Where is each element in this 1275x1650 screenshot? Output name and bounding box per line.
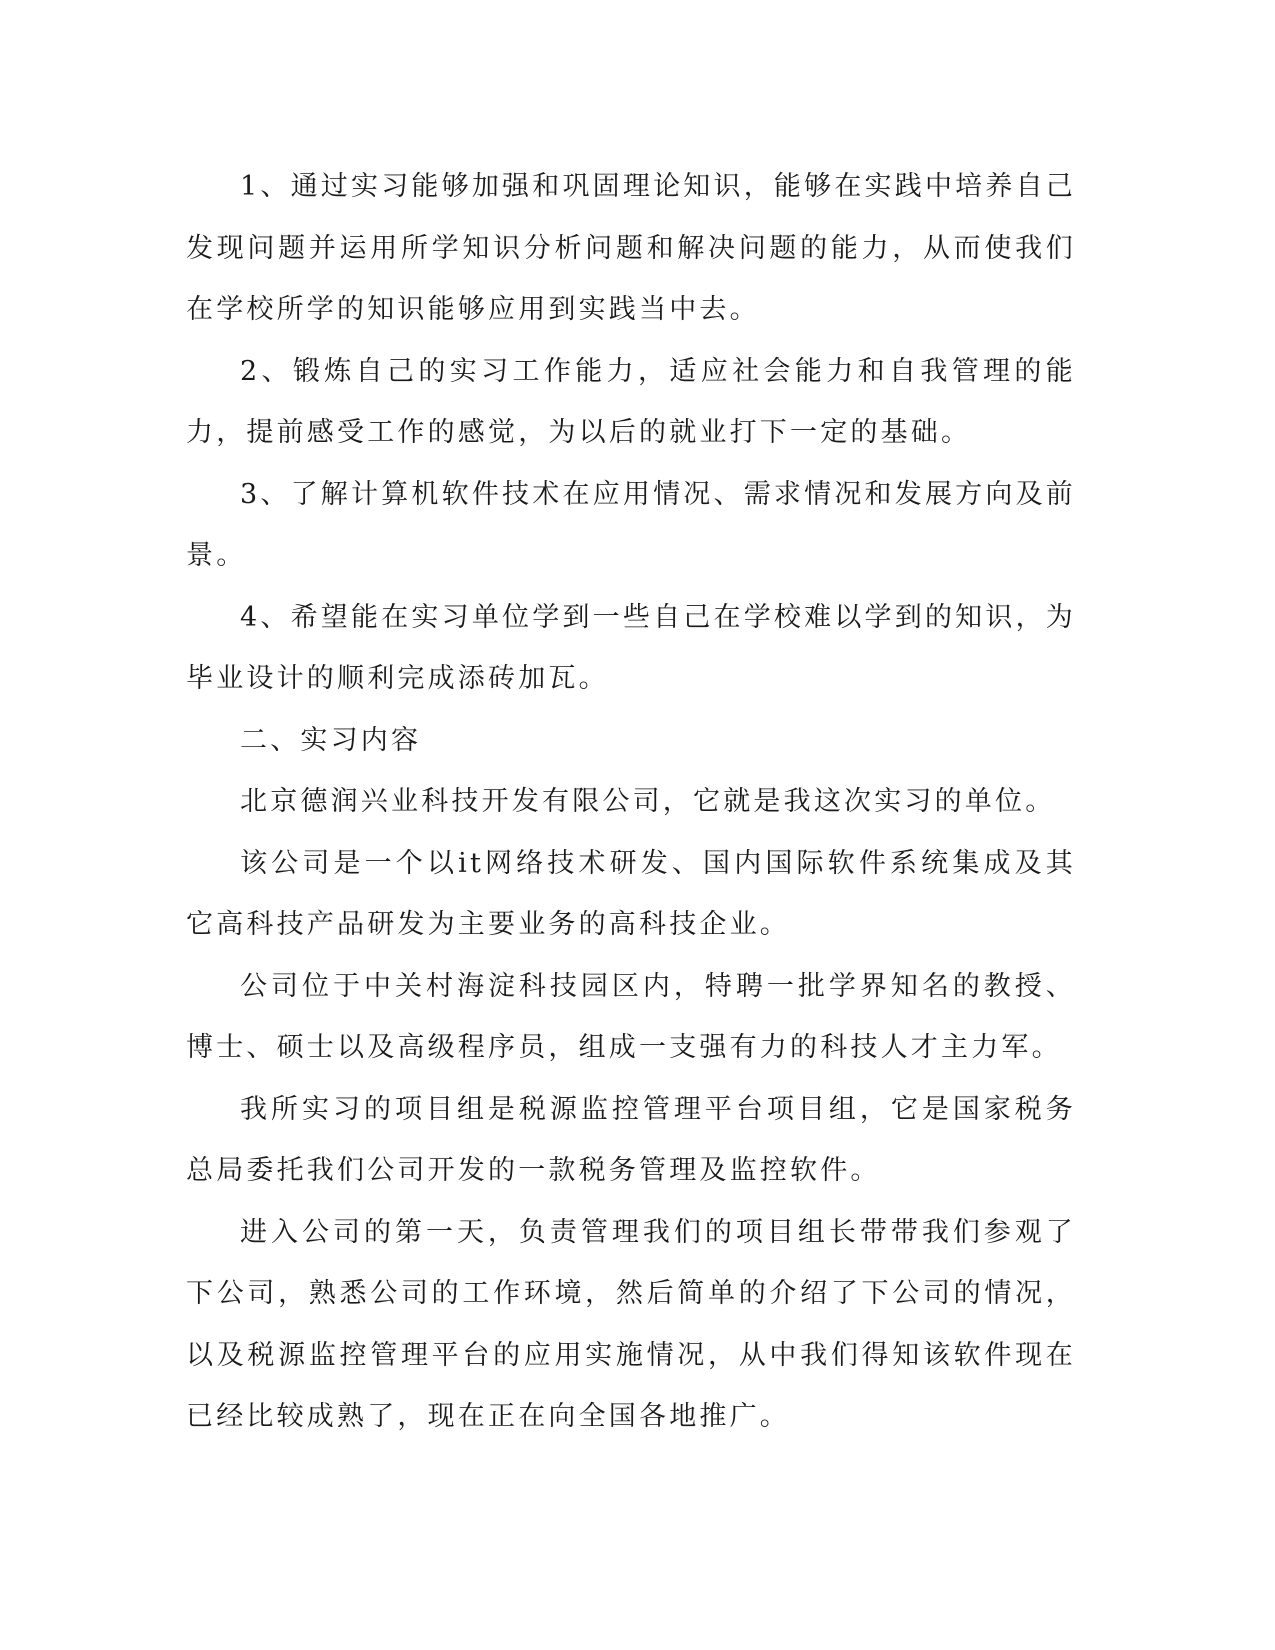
paragraph-first-day: 进入公司的第一天，负责管理我们的项目组长带带我们参观了下公司，熟悉公司的工作环境，然后简单的介绍了下公司的情况，以及税源监控管理平台的应用实施情况，从中我们得知该软件现在已经比较成熟了，现在正在向全国各地推广。 [186, 1216, 1076, 1432]
paragraph-project-group: 我所实习的项目组是税源监控管理平台项目组，它是国家税务总局委托我们公司开发的一款税务管理及监控软件。 [186, 1093, 1076, 1186]
paragraph-company-business: 该公司是一个以it网络技术研发、国内国际软件系统集成及其它高科技产品研发为主要业务的高科技企业。 [186, 847, 1076, 940]
section-heading: 二、实习内容 [240, 724, 422, 756]
document-body [186, 156, 1076, 1448]
paragraph-objective-4: 4、希望能在实习单位学到一些自己在学校难以学到的知识，为毕业设计的顺利完成添砖加瓦。 [186, 601, 1076, 694]
paragraph-company-location: 公司位于中关村海淀科技园区内，特聘一批学界知名的教授、博士、硕士以及高级程序员，组成一支强有力的科技人才主力军。 [186, 970, 1076, 1063]
paragraph-objective-1: 1、通过实习能够加强和巩固理论知识，能够在实践中培养自己发现问题并运用所学知识分析问题和解决问题的能力，从而使我们在学校所学的知识能够应用到实践当中去。 [186, 171, 1076, 325]
paragraph-company-intro: 北京德润兴业科技开发有限公司，它就是我这次实习的单位。 [240, 786, 1056, 817]
paragraph-objective-2: 2、锻炼自己的实习工作能力，适应社会能力和自我管理的能力，提前感受工作的感觉，为以后的就业打下一定的基础。 [186, 355, 1076, 448]
paragraph-objective-3: 3、了解计算机软件技术在应用情况、需求情况和发展方向及前景。 [186, 478, 1076, 571]
